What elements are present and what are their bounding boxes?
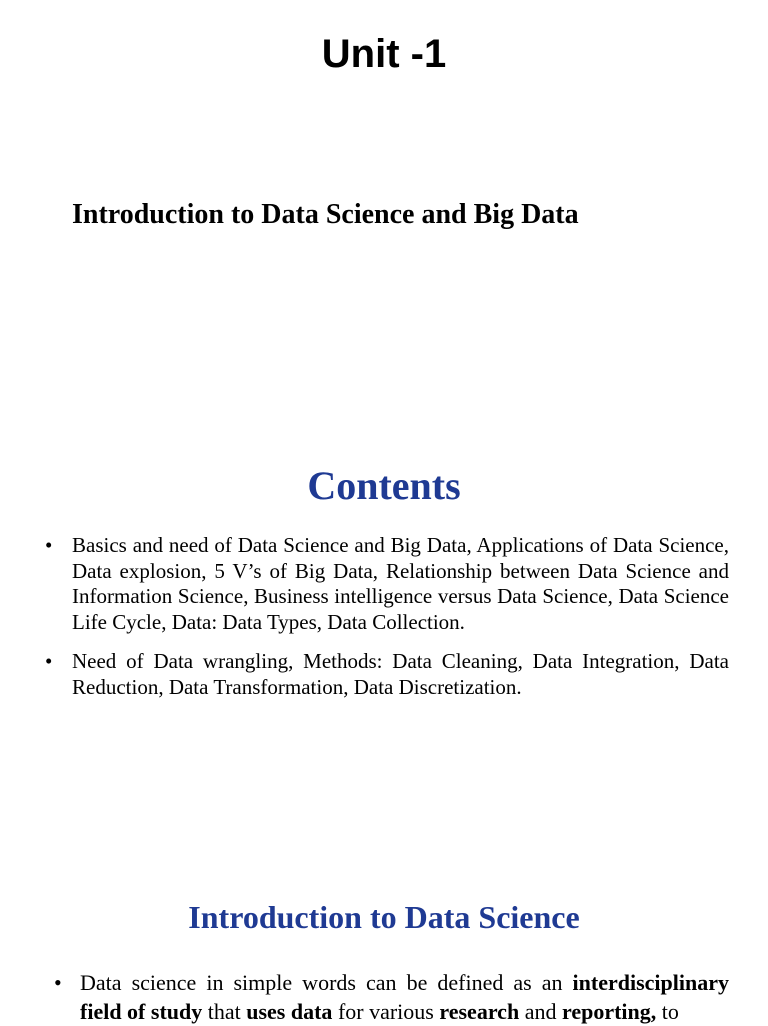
intro-list xyxy=(54,968,729,1026)
intro-text-part: for various xyxy=(332,999,440,1024)
contents-heading: Contents xyxy=(307,463,461,508)
intro-text-part: to xyxy=(656,999,679,1024)
contents-item-text: Need of Data wrangling, Methods: Data Cleaning, Data Integration, Data Reduction, Data Transformation, Data Discretization. xyxy=(72,649,729,699)
intro-text-emphasis: interdisciplinary field of study xyxy=(80,970,729,1024)
intro-text-emphasis: reporting, xyxy=(561,999,657,1024)
intro-heading: Introduction to Data Science xyxy=(188,899,580,935)
page-subtitle: Introduction to Data Science and Big Data xyxy=(72,199,579,230)
intro-item xyxy=(54,968,729,1026)
contents-item xyxy=(45,649,729,700)
intro-text-emphasis: research xyxy=(439,999,520,1024)
contents-list xyxy=(45,533,729,700)
bullet-icon: • xyxy=(45,533,53,557)
bullet-icon: • xyxy=(54,970,62,995)
intro-text-part: Data science in simple words can be defined as an xyxy=(80,970,573,995)
bullet-icon: • xyxy=(45,649,53,673)
page-title: Unit -1 xyxy=(321,32,447,76)
contents-item-text: Basics and need of Data Science and Big Data, Applications of Data Science, Data explosion, 5 V’s of Big Data, Relationship between Data Science and Information Science, Business intelligence versus Data Science, Data Science Life Cycle, Data: Data Types, Data Collection. xyxy=(72,533,729,634)
contents-item xyxy=(45,533,729,635)
intro-text-part: and xyxy=(519,999,562,1024)
intro-text-part: that xyxy=(202,999,247,1024)
intro-text-emphasis: uses data xyxy=(246,999,333,1024)
